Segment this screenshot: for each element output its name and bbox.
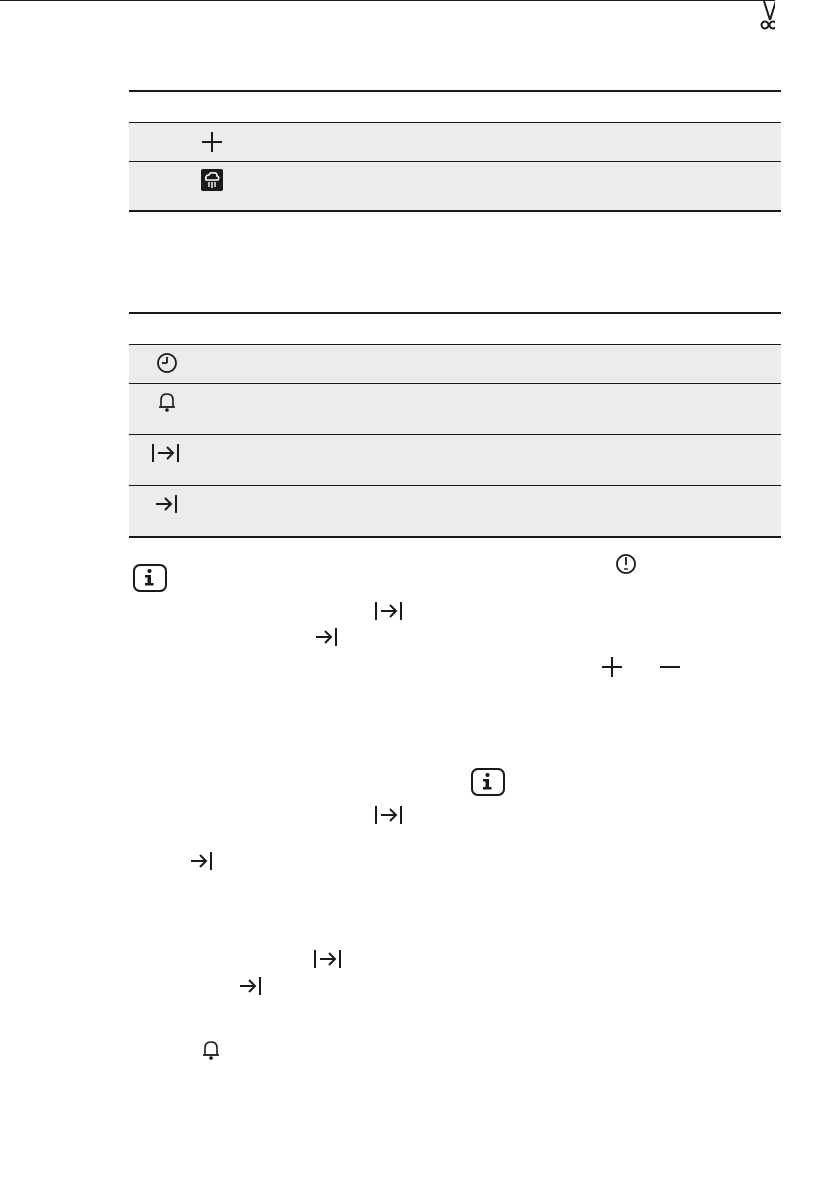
table-2-header bbox=[129, 312, 781, 345]
table-row bbox=[129, 384, 781, 435]
duration-icon bbox=[374, 600, 404, 622]
info-icon bbox=[471, 768, 505, 796]
info-icon bbox=[133, 564, 167, 592]
table-1-header bbox=[129, 90, 781, 123]
end-time-icon bbox=[188, 850, 214, 872]
bell-icon bbox=[157, 391, 177, 413]
plus-icon bbox=[200, 130, 224, 154]
table-row bbox=[129, 486, 781, 538]
cut-line bbox=[0, 0, 775, 30]
bell-icon bbox=[201, 1039, 221, 1061]
plus-icon bbox=[600, 655, 624, 679]
end-time-icon bbox=[153, 493, 179, 515]
table-row bbox=[129, 345, 781, 384]
clock-icon bbox=[156, 352, 178, 374]
end-time-icon bbox=[237, 975, 263, 997]
duration-icon bbox=[151, 442, 181, 464]
end-time-icon bbox=[313, 626, 339, 648]
table-2 bbox=[129, 312, 781, 538]
power-clock-icon bbox=[615, 553, 637, 575]
table-row bbox=[129, 435, 781, 486]
steam-icon bbox=[201, 169, 223, 191]
table-row bbox=[129, 162, 781, 212]
duration-icon bbox=[374, 804, 404, 826]
table-row bbox=[129, 123, 781, 162]
scissors-icon bbox=[762, 1, 776, 29]
minus-icon bbox=[658, 655, 682, 679]
duration-icon bbox=[313, 948, 343, 970]
table-1 bbox=[129, 90, 781, 212]
